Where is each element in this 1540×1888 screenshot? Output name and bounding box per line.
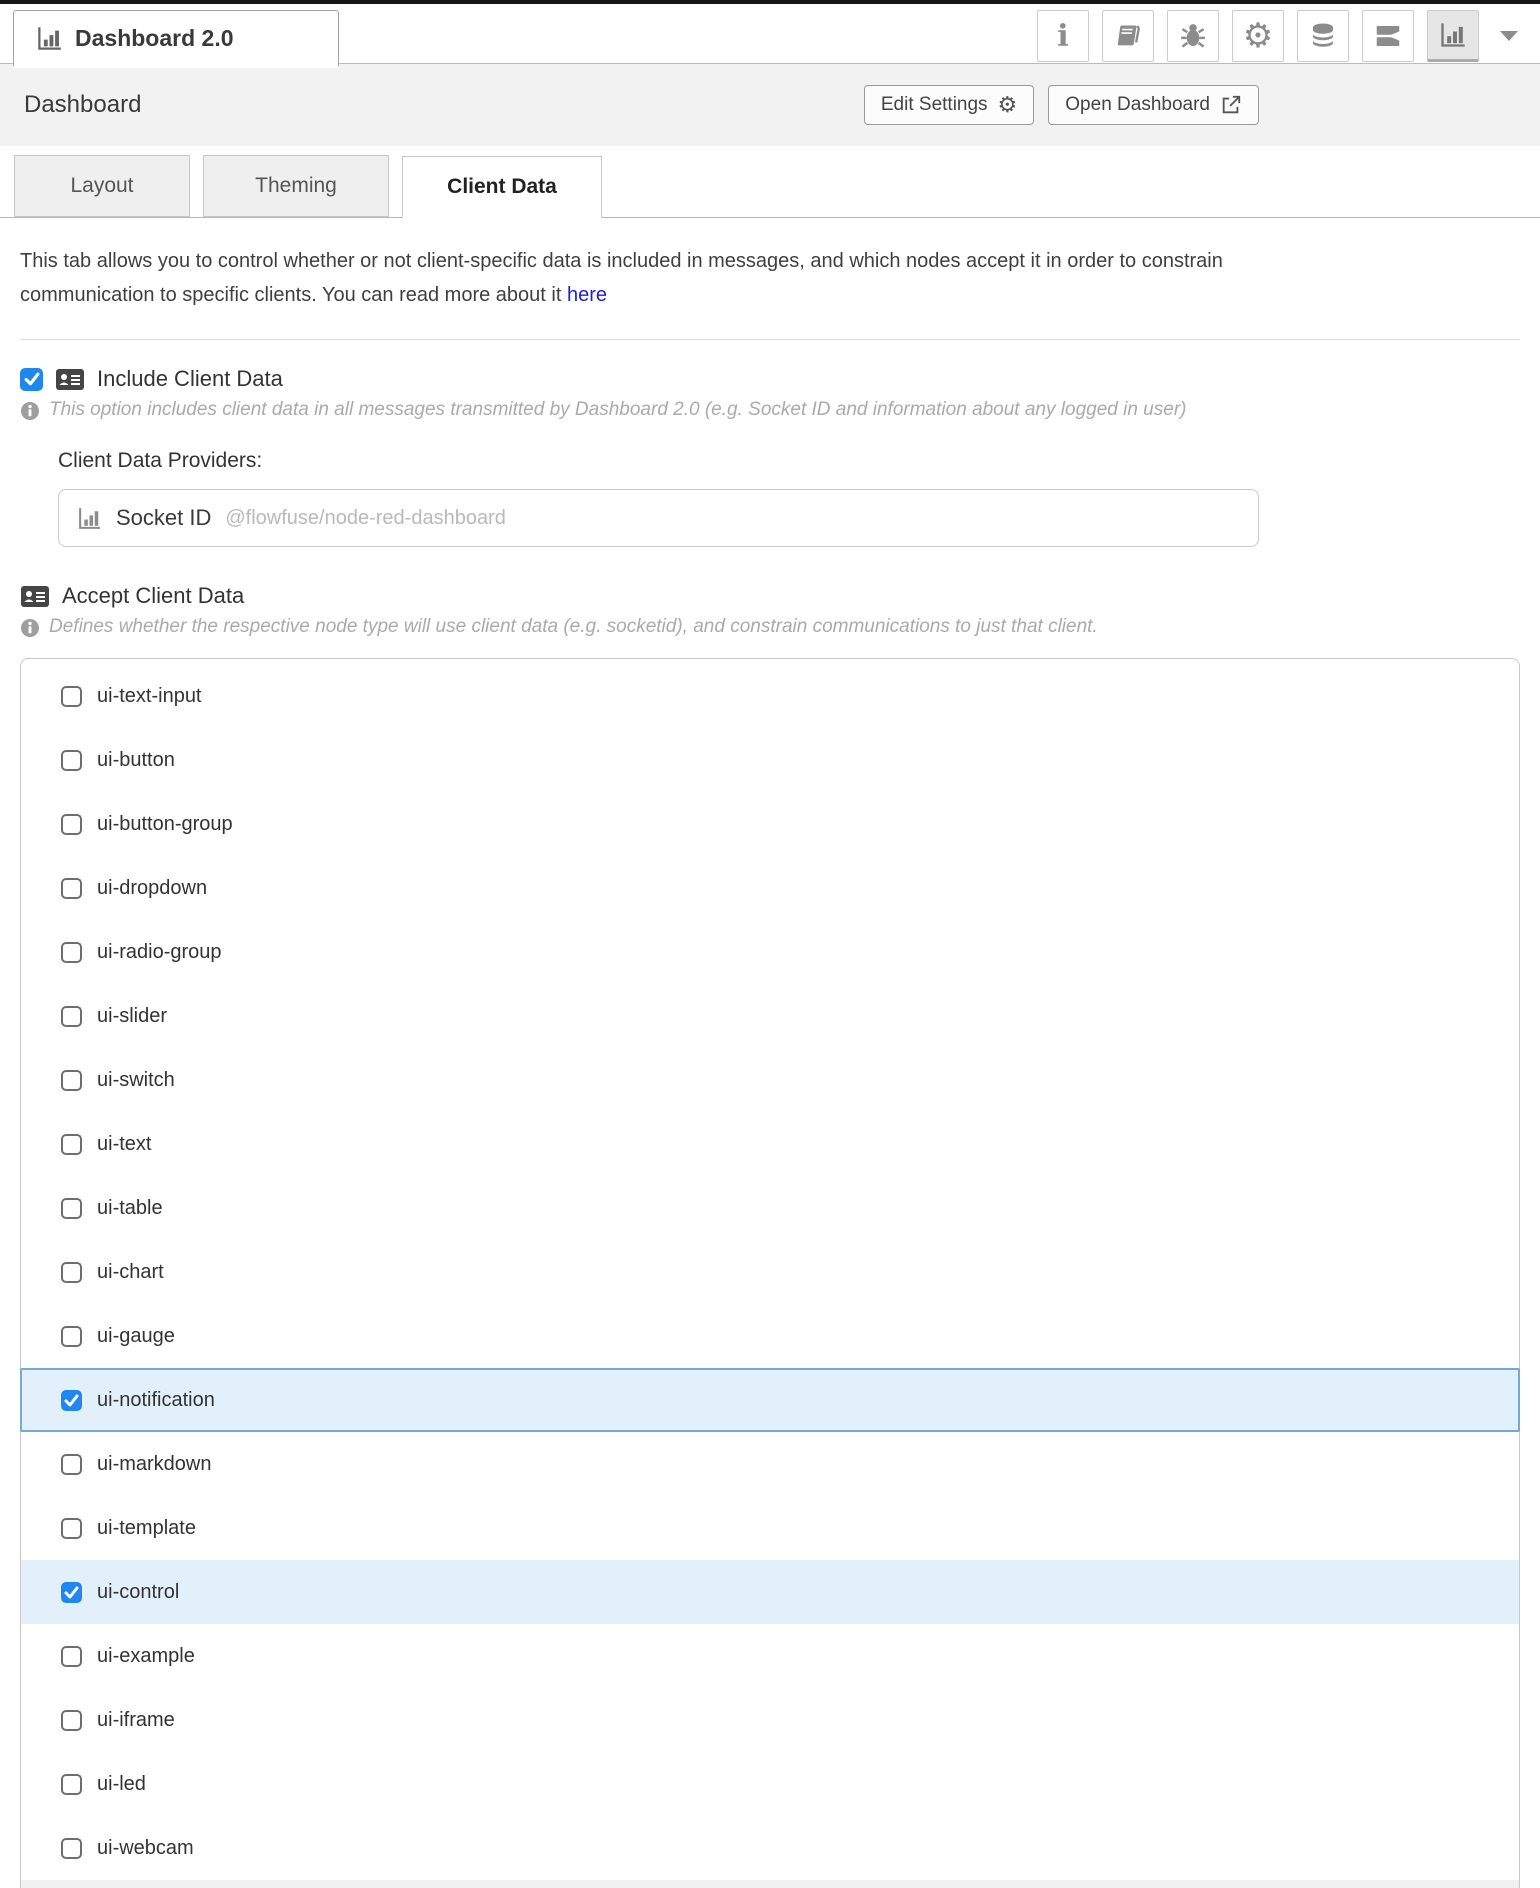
node-type-label: ui-example [97, 1644, 195, 1667]
context-button[interactable] [1297, 10, 1349, 62]
tab-theming[interactable] [203, 155, 389, 217]
accept-client-data-info-text: Defines whether the respective node type will use client data (e.g. socketid), and constrain communications to just that client. [49, 616, 1098, 637]
node-type-row-ui-example[interactable] [21, 1624, 1519, 1688]
node-type-checkbox[interactable] [61, 750, 82, 771]
node-type-label: ui-button-group [97, 812, 233, 835]
node-type-label: ui-led [97, 1772, 146, 1795]
node-type-checkbox[interactable] [61, 1454, 82, 1475]
node-type-checkbox[interactable] [61, 878, 82, 899]
accept-client-data-label: Accept Client Data [62, 583, 245, 608]
node-type-checkbox[interactable] [61, 1262, 82, 1283]
node-type-checkbox[interactable] [61, 1518, 82, 1539]
node-type-label: ui-text [97, 1132, 152, 1155]
node-type-checkbox[interactable] [61, 1710, 82, 1731]
node-type-label: ui-gauge [97, 1324, 175, 1347]
page-title: Dashboard [24, 91, 142, 118]
node-type-checkbox[interactable] [61, 686, 82, 707]
tab-layout[interactable] [14, 155, 190, 217]
split-icon [1373, 21, 1403, 51]
editor-tab-bar [0, 4, 1540, 64]
tab-layout-label: Layout [70, 174, 134, 197]
node-type-row-ui-iframe[interactable] [21, 1688, 1519, 1752]
include-client-data-checkbox[interactable] [20, 368, 43, 391]
node-type-checkbox[interactable] [61, 1134, 82, 1155]
accept-client-data-info [20, 616, 1520, 638]
node-type-row-ui-led[interactable] [21, 1752, 1519, 1816]
node-type-row-ui-text[interactable] [21, 1112, 1519, 1176]
gear-icon: ⚙ [1242, 17, 1274, 55]
sidebar-tab-title: Dashboard 2.0 [75, 25, 234, 51]
external-link-icon [1220, 94, 1242, 116]
include-client-data-row [20, 366, 1520, 392]
open-dashboard-label: Open Dashboard [1065, 94, 1210, 115]
provider-name: Socket ID [116, 505, 212, 530]
bug-icon [1178, 21, 1208, 51]
node-type-checkbox[interactable] [61, 1582, 82, 1603]
id-card-icon [20, 585, 50, 608]
node-type-checkbox[interactable] [61, 1006, 82, 1027]
include-client-data-info-text: This option includes client data in all messages transmitted by Dashboard 2.0 (e.g. Socket ID and information about any logged in user) [49, 399, 1187, 420]
bar-chart-icon [1439, 21, 1467, 49]
node-type-row-ui-button[interactable] [21, 728, 1519, 792]
sidebar-tab-dashboard[interactable] [13, 10, 339, 66]
tab-theming-label: Theming [255, 174, 337, 197]
accept-client-data-row [20, 583, 1520, 609]
node-type-checkbox[interactable] [61, 1646, 82, 1667]
list-bottom-strip [21, 1880, 1519, 1888]
help-button[interactable] [1102, 10, 1154, 62]
open-dashboard-button[interactable] [1048, 85, 1259, 125]
node-type-row-ui-webcam[interactable] [21, 1816, 1519, 1880]
tab-client-data-label: Client Data [447, 175, 557, 198]
node-type-checkbox[interactable] [61, 942, 82, 963]
node-type-row-ui-text-input[interactable] [21, 664, 1519, 728]
client-data-providers-label: Client Data Providers: [58, 449, 263, 472]
node-type-label: ui-radio-group [97, 940, 222, 963]
bar-chart-icon [36, 25, 63, 52]
dashboard-header [0, 64, 1540, 146]
divider [20, 339, 1520, 340]
node-type-checkbox[interactable] [61, 1838, 82, 1859]
provider-package: @flowfuse/node-red-dashboard [225, 506, 506, 529]
node-type-row-ui-chart[interactable] [21, 1240, 1519, 1304]
node-type-row-ui-gauge[interactable] [21, 1304, 1519, 1368]
node-type-rows [21, 664, 1519, 1880]
node-type-label: ui-notification [97, 1388, 215, 1411]
node-type-checkbox[interactable] [61, 1070, 82, 1091]
node-type-label: ui-slider [97, 1004, 168, 1027]
node-type-checkbox[interactable] [61, 1198, 82, 1219]
node-type-checkbox[interactable] [61, 1326, 82, 1347]
dashboard-sidebar-button[interactable] [1427, 10, 1479, 62]
header-actions [864, 85, 1259, 125]
node-type-checkbox[interactable] [61, 1774, 82, 1795]
id-card-icon [55, 368, 85, 391]
node-type-row-ui-dropdown[interactable] [21, 856, 1519, 920]
node-type-label: ui-template [97, 1516, 196, 1539]
edit-settings-label: Edit Settings [880, 94, 988, 115]
node-type-label: ui-control [97, 1580, 180, 1603]
tab-client-data[interactable] [402, 156, 602, 218]
node-type-label: ui-iframe [97, 1708, 175, 1731]
split-view-button[interactable] [1362, 10, 1414, 62]
sidebar-menu-caret[interactable] [1498, 29, 1520, 43]
node-type-row-ui-template[interactable] [21, 1496, 1519, 1560]
book-icon [1113, 22, 1143, 50]
sidebar-toolbar [1037, 10, 1520, 62]
node-type-row-ui-notification[interactable] [20, 1368, 1520, 1432]
info-circle-icon [20, 399, 40, 421]
include-client-data-label: Include Client Data [97, 366, 283, 391]
debug-button[interactable] [1167, 10, 1219, 62]
include-client-data-info [20, 399, 1520, 421]
node-type-row-ui-control[interactable] [21, 1560, 1519, 1624]
node-type-checkbox[interactable] [61, 814, 82, 835]
gear-icon: ⚙ [997, 92, 1018, 117]
info-button[interactable] [1037, 10, 1089, 62]
node-type-checkbox[interactable] [61, 1390, 82, 1411]
node-type-row-ui-radio-group[interactable] [21, 920, 1519, 984]
node-type-row-ui-switch[interactable] [21, 1048, 1519, 1112]
node-type-row-ui-markdown[interactable] [21, 1432, 1519, 1496]
node-type-row-ui-button-group[interactable] [21, 792, 1519, 856]
intro-text: This tab allows you to control whether or not client-specific data is included in messages, and which nodes accept it in order to constrain communication to specific clients. You can read more about it here [20, 250, 1223, 306]
node-type-label: ui-chart [97, 1260, 164, 1283]
node-type-list [20, 658, 1520, 1888]
provider-item-socket-id[interactable] [58, 489, 1259, 547]
settings-tabs [0, 156, 1540, 218]
node-type-row-ui-slider[interactable] [21, 984, 1519, 1048]
node-type-label: ui-markdown [97, 1452, 212, 1475]
bar-chart-icon [77, 506, 102, 531]
info-circle-icon [20, 616, 40, 638]
node-type-label: ui-button [97, 748, 175, 771]
info-icon: i [1057, 18, 1069, 54]
edit-settings-button[interactable] [864, 85, 1034, 125]
config-button[interactable] [1232, 10, 1284, 62]
node-type-label: ui-webcam [97, 1836, 194, 1859]
node-type-row-ui-table[interactable] [21, 1176, 1519, 1240]
chevron-down-icon [1498, 29, 1520, 43]
client-data-panel [0, 244, 1540, 1888]
database-icon [1308, 21, 1338, 51]
node-type-label: ui-table [97, 1196, 163, 1219]
docs-link[interactable]: here [566, 284, 607, 306]
node-type-label: ui-dropdown [97, 876, 208, 899]
node-type-label: ui-switch [97, 1068, 175, 1091]
node-type-label: ui-text-input [97, 684, 202, 707]
